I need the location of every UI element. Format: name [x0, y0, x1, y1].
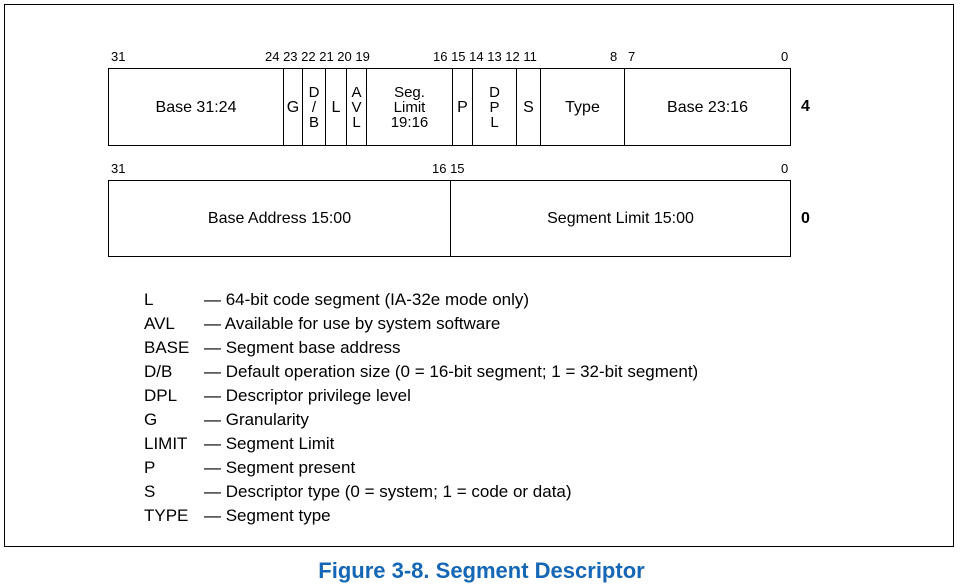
bit-label-8: 8 [610, 49, 618, 64]
field-present: P [452, 69, 472, 145]
field-segment-limit-15-00: Segment Limit 15:00 [450, 181, 790, 256]
legend-abbr: D/B [144, 362, 173, 381]
legend-desc: — Segment type [204, 506, 331, 525]
field-available [346, 69, 366, 145]
field-db-line-3: B [308, 113, 319, 131]
descriptor-row-0 [108, 180, 791, 257]
bit-labels-16-11: 16 15 14 13 12 11 [433, 49, 537, 64]
legend-abbr: LIMIT [144, 434, 188, 453]
legend-desc: — Descriptor type (0 = system; 1 = code or data) [204, 482, 572, 501]
legend-abbr: TYPE [144, 506, 189, 525]
field-seg-limit-19-16 [366, 69, 452, 145]
bit-label-7: 7 [628, 49, 636, 64]
legend-abbr: BASE [144, 338, 190, 357]
field-db-line-1: D [308, 83, 320, 101]
field-base-31-24: Base 31:24 [155, 98, 237, 116]
legend-abbr: DPL [144, 386, 178, 405]
field-base-23-16: Base 23:16 [624, 69, 790, 145]
bit-labels-24-19: 24 23 22 21 20 19 [265, 49, 370, 64]
field-avl-line-1: A [351, 83, 362, 101]
bit-label-31-row0: 31 [111, 161, 126, 176]
legend-desc: — Segment present [204, 458, 356, 477]
field-db-line-2: / [311, 98, 317, 116]
row-index-0: 0 [801, 210, 810, 227]
legend-abbr: P [144, 458, 156, 477]
legend-entry [144, 504, 698, 528]
legend-entry [144, 288, 698, 312]
field-descriptor-type: S [516, 69, 540, 145]
legend-entry [144, 408, 698, 432]
field-dpl-line-2: P [489, 98, 500, 116]
field-base-address-15-00: Base Address 15:00 [207, 210, 352, 227]
field-dpl-line-1: D [489, 83, 500, 101]
legend-desc: — Available for use by system software [204, 314, 501, 333]
field-avl-line-3: L [352, 113, 361, 131]
field-seg-limit-line-3: 19:16 [390, 113, 429, 131]
field-64bit-code: L [325, 69, 346, 145]
legend-desc: — Segment Limit [204, 434, 335, 453]
legend-entry [144, 432, 698, 456]
legend-entry [144, 336, 698, 360]
legend-desc: — Descriptor privilege level [204, 386, 411, 405]
legend-desc: — 64-bit code segment (IA-32e mode only) [204, 290, 530, 309]
bit-labels-16-15-row0: 16 15 [432, 161, 465, 176]
field-dpl [472, 69, 516, 145]
legend-desc: — Segment base address [204, 338, 401, 357]
legend-entry [144, 456, 698, 480]
figure-caption: Figure 3-8. Segment Descriptor [318, 558, 645, 583]
legend-desc: — Granularity [204, 410, 309, 429]
bit-label-31: 31 [111, 49, 126, 64]
field-dpl-line-3: L [490, 113, 499, 131]
bit-label-0: 0 [781, 49, 789, 64]
field-granularity: G [283, 69, 302, 145]
legend-entry [144, 312, 698, 336]
descriptor-row-4 [108, 68, 791, 146]
legend-abbr: G [144, 410, 158, 429]
field-legend [144, 288, 698, 528]
field-avl-line-2: V [351, 98, 362, 116]
legend-desc: — Default operation size (0 = 16-bit segment; 1 = 32-bit segment) [204, 362, 699, 381]
field-seg-limit-line-1: Seg. [394, 83, 425, 101]
legend-abbr: AVL [144, 314, 175, 333]
field-default-size [302, 69, 325, 145]
row-index-4: 4 [801, 98, 810, 115]
legend-entry [144, 480, 698, 504]
legend-abbr: S [144, 482, 156, 501]
field-type: Type [540, 69, 624, 145]
bit-label-0-row0: 0 [781, 161, 789, 176]
legend-abbr: L [144, 290, 154, 309]
field-seg-limit-line-2: Limit [393, 98, 426, 116]
legend-entry [144, 360, 698, 384]
legend-entry [144, 384, 698, 408]
